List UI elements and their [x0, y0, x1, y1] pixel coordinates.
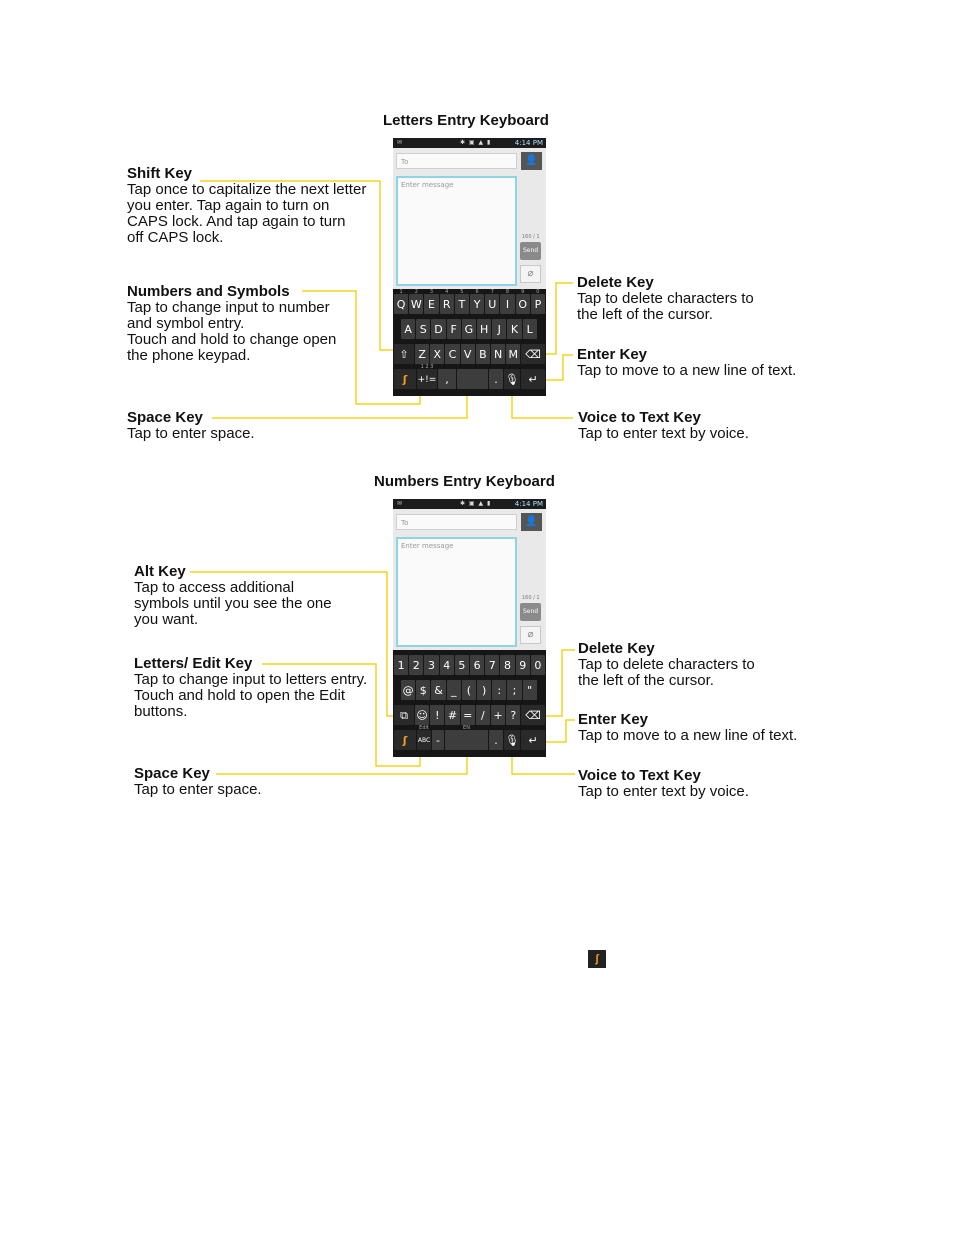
callout-title: Space Key — [127, 409, 203, 426]
shift-key[interactable] — [394, 344, 414, 364]
keyboard-row-2 — [393, 678, 546, 702]
swype-icon: ʃ — [402, 373, 408, 386]
letter-key[interactable] — [409, 289, 423, 314]
key-label: C — [448, 348, 457, 361]
key-label: P — [534, 298, 542, 311]
callout-enter-key-2 — [578, 712, 828, 744]
delete-icon: ⌫ — [525, 709, 541, 722]
digit-key[interactable] — [516, 655, 530, 675]
key-label: # — [447, 709, 458, 722]
letter-key[interactable] — [531, 289, 545, 314]
delete-icon: ⌫ — [525, 348, 541, 361]
letter-key[interactable] — [415, 344, 429, 364]
key-label: V — [463, 348, 472, 361]
callout-space-key-2 — [134, 766, 364, 798]
keyboard-row-2 — [393, 317, 546, 341]
key-label: X — [433, 348, 442, 361]
key-label: 5 — [458, 659, 466, 672]
symbol-key[interactable] — [430, 705, 444, 725]
symbol-key[interactable] — [476, 705, 490, 725]
alt-key[interactable] — [394, 705, 414, 725]
key-hint: 0 — [536, 289, 540, 295]
space-key[interactable] — [457, 369, 488, 389]
key-label: / — [481, 709, 485, 722]
letter-key[interactable] — [485, 289, 499, 314]
key-label: Z — [418, 348, 426, 361]
symbol-key[interactable] — [445, 705, 459, 725]
symbol-key[interactable] — [507, 680, 521, 700]
key-label: 1 — [397, 659, 405, 672]
key-label: W — [410, 298, 422, 311]
to-field[interactable]: To — [396, 514, 517, 530]
letters-edit-key[interactable] — [417, 725, 431, 750]
symbol-key[interactable] — [462, 680, 476, 700]
key-label: U — [488, 298, 497, 311]
key-label: T — [458, 298, 466, 311]
status-icons: ✱ ▣ ▲ ▮ — [460, 139, 492, 146]
key-label: F — [450, 323, 457, 336]
enter-icon: ↵ — [528, 734, 538, 747]
key-label: L — [526, 323, 533, 336]
key-label: _ — [450, 684, 457, 697]
period-key[interactable]: . — [489, 369, 503, 389]
key-label: 7 — [488, 659, 496, 672]
message-field[interactable]: Enter message — [396, 537, 517, 647]
numbers-symbols-sub: 1 2 3 — [420, 364, 434, 370]
letter-key[interactable] — [401, 319, 415, 339]
symbol-key[interactable] — [491, 705, 505, 725]
digit-key[interactable] — [500, 655, 514, 675]
letter-key[interactable] — [523, 319, 537, 339]
figure2-title: Numbers Entry Keyboard — [374, 473, 555, 490]
callout-title: Alt Key — [134, 563, 186, 580]
phone-screenshot-letters — [393, 138, 546, 396]
callout-title: Enter Key — [577, 346, 648, 363]
letter-key[interactable] — [440, 289, 454, 314]
letter-key[interactable] — [445, 344, 459, 364]
symbol-key[interactable] — [401, 680, 415, 700]
key-hint: 7 — [490, 289, 494, 295]
callout-text: Tap to move to a new line of text. — [578, 727, 798, 744]
message-field[interactable]: Enter message — [396, 176, 517, 286]
keyboard-row-3 — [393, 342, 546, 366]
key-label: " — [527, 684, 533, 697]
status-icons: ✱ ▣ ▲ ▮ — [460, 500, 492, 507]
key-label: H — [479, 323, 489, 336]
delete-key[interactable] — [521, 344, 545, 364]
digit-key[interactable] — [485, 655, 499, 675]
letter-key[interactable] — [500, 289, 514, 314]
key-label: A — [404, 323, 412, 336]
callout-title: Shift Key — [127, 165, 193, 182]
callout-voice-key — [578, 410, 818, 442]
status-time: 4:14 PM — [514, 500, 543, 508]
phone-screenshot-numbers — [393, 499, 546, 757]
callout-title: Letters/ Edit Key — [134, 655, 253, 672]
letter-key[interactable] — [462, 319, 476, 339]
key-label: ? — [510, 709, 517, 722]
callout-space-key — [127, 410, 357, 442]
callout-text: Tap to enter text by voice. — [578, 783, 749, 800]
callout-title: Delete Key — [577, 274, 654, 291]
keyboard-row-1 — [393, 653, 546, 677]
symbol-key[interactable] — [492, 680, 506, 700]
comma-key[interactable]: , — [438, 369, 456, 389]
callout-text: Tap to change input to letters entry. Touch and hold to open the Edit buttons. — [134, 671, 368, 720]
key-label: 4 — [443, 659, 451, 672]
callout-text: Tap to enter space. — [127, 425, 255, 442]
letter-key[interactable] — [476, 344, 490, 364]
send-button[interactable]: Send — [520, 242, 541, 260]
key-label: : — [497, 684, 502, 697]
notification-icon: ✉ — [397, 500, 403, 507]
notification-icon: ✉ — [397, 139, 403, 146]
key-label: M — [508, 348, 519, 361]
letter-key[interactable] — [461, 344, 475, 364]
digit-key[interactable] — [394, 655, 408, 675]
key-label: ( — [466, 684, 472, 697]
numbers-keyboard — [393, 650, 546, 757]
letter-key[interactable] — [455, 289, 469, 314]
status-bar — [393, 138, 546, 148]
symbol-key[interactable] — [506, 705, 520, 725]
key-label: I — [505, 298, 510, 311]
symbol-key[interactable] — [461, 705, 475, 725]
key-hint: 9 — [521, 289, 525, 295]
callout-enter-key — [577, 347, 827, 379]
symbol-key[interactable] — [416, 680, 430, 700]
callout-text: Tap to delete characters to the left of the cursor. — [578, 656, 755, 689]
callout-text: Tap to delete characters to the left of the cursor. — [577, 290, 754, 323]
mic-icon: 🎙 — [505, 734, 519, 747]
edit-sub: Edit — [419, 725, 429, 731]
letter-key[interactable] — [447, 319, 461, 339]
key-label: N — [493, 348, 503, 361]
key-label: @ — [402, 684, 414, 697]
letter-key[interactable] — [470, 289, 484, 314]
keyboard-row-4 — [393, 364, 546, 391]
callout-delete-key-2 — [578, 641, 818, 689]
period-key[interactable]: . — [489, 730, 503, 750]
status-bar — [393, 499, 546, 509]
letter-key[interactable] — [477, 319, 491, 339]
letter-key[interactable] — [424, 289, 438, 314]
keyboard-row-4 — [393, 725, 546, 752]
space-key[interactable] — [445, 725, 488, 750]
keyboard-row-1 — [393, 289, 546, 316]
key-label: + — [493, 709, 503, 722]
symbol-key[interactable] — [415, 705, 429, 725]
callout-letters-edit-key — [134, 656, 379, 720]
key-hint: 1 — [399, 289, 403, 295]
callout-title: Voice to Text Key — [578, 409, 701, 426]
key-label: B — [479, 348, 487, 361]
alt-icon: ⧉ — [400, 709, 408, 722]
key-hint: 3 — [429, 289, 434, 295]
digit-key[interactable] — [470, 655, 484, 675]
enter-key[interactable] — [521, 369, 545, 389]
char-counter: 160 / 1 — [522, 234, 540, 240]
key-label: 0 — [534, 659, 542, 672]
key-label: S — [419, 323, 427, 336]
key-label: G — [464, 323, 474, 336]
letter-key[interactable] — [431, 319, 445, 339]
letters-keyboard — [393, 289, 546, 396]
digit-key[interactable] — [409, 655, 423, 675]
numbers-symbols-key[interactable] — [417, 364, 437, 389]
callout-text: Tap once to capitalize the next letter you enter. Tap again to turn on CAPS lock. And tap again to turn off CAPS lock. — [127, 181, 367, 246]
letter-key[interactable] — [516, 289, 530, 314]
key-label: ! — [435, 709, 440, 722]
numbers-symbols-label: +!= — [417, 375, 437, 385]
callout-title: Space Key — [134, 765, 210, 782]
letter-key[interactable] — [492, 319, 506, 339]
key-label: Y — [473, 298, 481, 311]
attach-icon[interactable]: ⌀ — [520, 265, 541, 283]
key-label: = — [463, 709, 473, 722]
digit-key[interactable] — [440, 655, 454, 675]
letter-key[interactable] — [394, 289, 408, 314]
callout-voice-key-2 — [578, 768, 818, 800]
dash-key[interactable]: - — [432, 730, 444, 750]
callout-text: Tap to change input to number and symbol entry. Touch and hold to change open the phone keypad. — [127, 299, 337, 364]
delete-key[interactable] — [521, 705, 545, 725]
key-hint: 5 — [460, 289, 464, 295]
key-label: & — [434, 684, 443, 697]
voice-key[interactable] — [504, 369, 520, 389]
callout-delete-key — [577, 275, 817, 323]
digit-key[interactable] — [531, 655, 545, 675]
key-label: ; — [512, 684, 517, 697]
mic-icon: 🎙 — [505, 373, 519, 386]
callout-numbers-symbols — [127, 284, 357, 364]
swype-icon: ʃ — [588, 950, 606, 968]
swype-key[interactable] — [394, 730, 416, 750]
key-label: 3 — [427, 659, 435, 672]
key-label: E — [428, 298, 435, 311]
key-label: Q — [396, 298, 406, 311]
key-label: 9 — [519, 659, 527, 672]
key-label: K — [510, 323, 519, 336]
letter-key[interactable] — [416, 319, 430, 339]
swype-key[interactable] — [394, 369, 416, 389]
key-label: $ — [419, 684, 427, 697]
key-label: 6 — [473, 659, 481, 672]
callout-text: Tap to access additional symbols until you see the one you want. — [134, 579, 332, 628]
callout-text: Tap to move to a new line of text. — [577, 362, 797, 379]
key-hint: 2 — [414, 289, 418, 295]
key-label: ☺ — [416, 709, 428, 722]
callout-text: Tap to enter space. — [134, 781, 262, 798]
attach-icon[interactable]: ⌀ — [520, 626, 541, 644]
key-label: 8 — [503, 659, 511, 672]
key-label: J — [497, 323, 501, 336]
callout-shift-key — [127, 166, 377, 246]
digit-key[interactable] — [455, 655, 469, 675]
send-button[interactable]: Send — [520, 603, 541, 621]
contact-icon[interactable]: 👤 — [521, 152, 542, 170]
callout-alt-key — [134, 564, 364, 628]
figure1-title: Letters Entry Keyboard — [383, 112, 549, 129]
space-sub: EN — [463, 725, 470, 731]
letter-key[interactable] — [507, 319, 521, 339]
char-counter: 160 / 1 — [522, 595, 540, 601]
key-hint: 4 — [445, 289, 449, 295]
callout-title: Delete Key — [578, 640, 655, 657]
status-time: 4:14 PM — [514, 139, 543, 147]
enter-key[interactable] — [521, 730, 545, 750]
digit-key[interactable] — [424, 655, 438, 675]
key-label: ) — [481, 684, 487, 697]
callout-title: Numbers and Symbols — [127, 283, 290, 300]
symbol-key[interactable] — [431, 680, 445, 700]
key-hint: 8 — [505, 289, 510, 295]
callout-text: Tap to enter text by voice. — [578, 425, 749, 442]
letter-key[interactable] — [506, 344, 520, 364]
enter-icon: ↵ — [528, 373, 538, 386]
key-label: D — [434, 323, 443, 336]
callout-title: Enter Key — [578, 711, 649, 728]
symbol-key[interactable] — [523, 680, 537, 700]
to-field[interactable]: To — [396, 153, 517, 169]
symbol-key[interactable] — [447, 680, 461, 700]
letter-key[interactable] — [430, 344, 444, 364]
contact-icon[interactable]: 👤 — [521, 513, 542, 531]
abc-label: ABC — [417, 737, 431, 744]
letter-key[interactable] — [491, 344, 505, 364]
key-label: 2 — [412, 659, 420, 672]
shift-icon: ⇧ — [399, 348, 409, 361]
symbol-key[interactable] — [477, 680, 491, 700]
key-label: O — [518, 298, 528, 311]
callout-title: Voice to Text Key — [578, 767, 701, 784]
swype-icon: ʃ — [402, 734, 408, 747]
key-label: R — [442, 298, 451, 311]
voice-key[interactable] — [504, 730, 520, 750]
key-hint: 6 — [475, 289, 479, 295]
